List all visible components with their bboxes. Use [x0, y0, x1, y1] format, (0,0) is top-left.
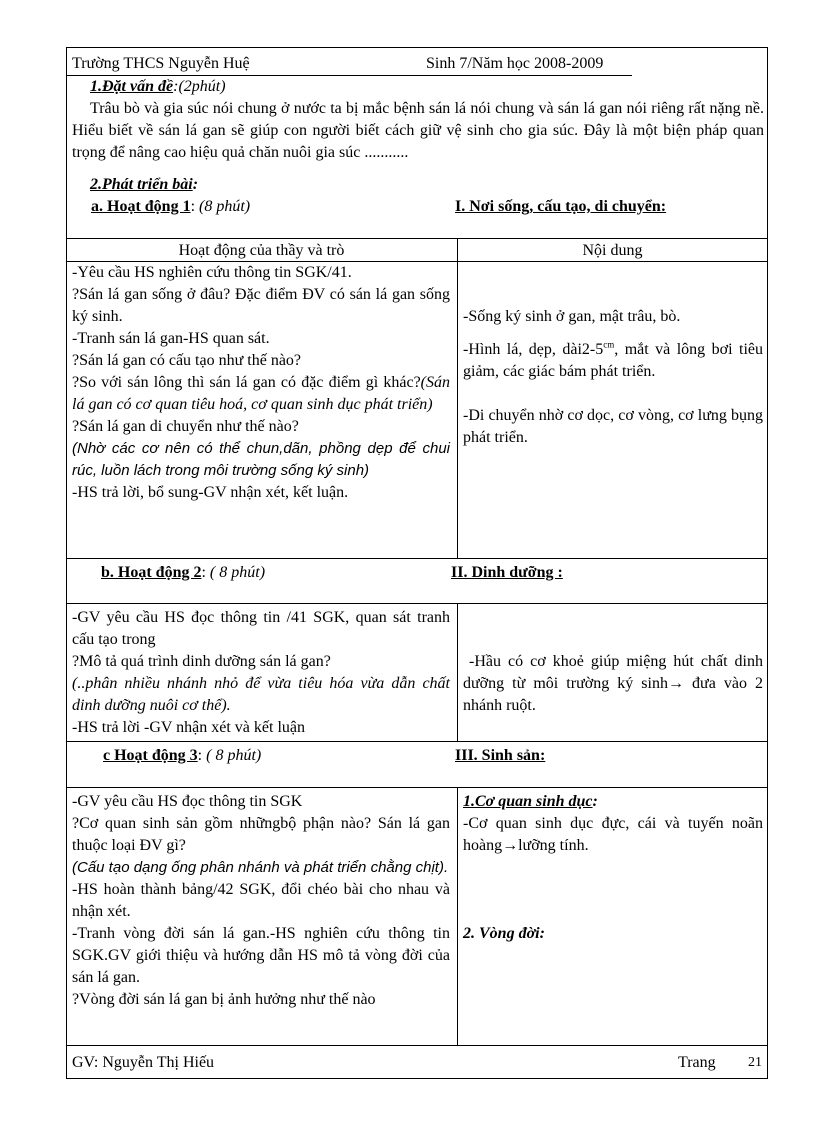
activity3-right-content: [463, 791, 763, 945]
footer-page-label: Trang: [678, 1054, 716, 1071]
a1-left-line: ?Sán lá gan di chuyển như thế nào?: [72, 418, 299, 435]
a1-right-structure: -Hình lá, dẹp, $dài2-5^{cm}$, mắt và lông bơi tiêu giảm, các giác bám phát triển.: [463, 339, 764, 380]
table1-col-left-header: Hoạt động của thầy và trò: [178, 242, 345, 259]
activity3-left-content: [72, 791, 450, 1011]
subject-year: Sinh 7/Năm học 2008-2009: [426, 55, 604, 72]
a1-left-line: -Tranh sán lá gan-HS quan sát.: [72, 330, 270, 347]
activity2-section-title: II. Dinh dưỡng :: [451, 564, 563, 581]
a3-left-line: ?Vòng đời sán lá gan bị ảnh hưởng như thế nào: [72, 991, 376, 1008]
a1-left-line: -Yêu cầu HS nghiên cứu thông tin SGK/41.: [72, 264, 352, 281]
table1-col-right-header: Nội dung: [582, 242, 643, 259]
a3-right-heading1: 1.Cơ quan sinh dục:: [463, 793, 598, 810]
table1-divider: [457, 238, 458, 558]
activity3-heading: c Hoạt động 3: ( 8 phút): [103, 747, 262, 764]
activity1-left-content: [72, 262, 450, 504]
intro-paragraph: Trâu bò và gia súc nói chung ở nước ta bị mắc bệnh sán lá nói chung và sán lá gan nói riêng rất nặng nề. Hiểu biết về sán lá gan sẽ giúp con người biết cách giữ vệ sinh cho gia súc. Đây là một biện pháp quan trọng để nâng cao hiệu quả chăn nuôi gia súc ...........: [72, 100, 764, 161]
footer-page-number: 21: [748, 1055, 762, 1070]
a3-left-line: -Tranh vòng đời sán lá gan.-HS nghiên cứu thông tin SGK.GV giới thiệu và hướng dẫn HS mô tả vòng đời của sán lá gan.: [72, 925, 450, 986]
activity2-left-content: [72, 607, 450, 739]
a1-left-line: (Nhờ các cơ nên có thể chun,dãn, phồng dẹp để chui rúc, luồn lách trong môi trường sống ký sinh): [72, 440, 450, 479]
a3-right-heading2: 2. Vòng đời:: [463, 925, 545, 942]
activity2-heading: b. Hoạt động 2: ( 8 phút): [101, 564, 266, 581]
a3-right-reproductive: -Cơ quan sinh dục đực, cái và tuyến noãn hoàng→lưỡng tính.: [463, 815, 763, 854]
a3-left-line: (Cấu tạo dạng ống phân nhánh và phát triển chằng chịt).: [72, 859, 449, 876]
school-name: Trường THCS Nguyễn Huệ: [72, 55, 250, 72]
a1-left-line: ?So với sán lông thì sán lá gan có đặc điểm gì khác?(Sán lá gan có cơ quan tiêu hoá, cơ quan sinh dục phát triển): [72, 374, 450, 413]
table2-divider: [457, 603, 458, 741]
a2-left-line: -HS trả lời -GV nhận xét và kết luận: [72, 719, 305, 736]
activity1-heading: a. Hoạt động 1: (8 phút): [91, 198, 251, 215]
a1-left-line: ?Sán lá gan có cấu tạo như thế nào?: [72, 352, 302, 369]
a2-left-line: (..phân nhiều nhánh nhỏ để vừa tiêu hóa vừa dẫn chất dinh dưỡng nuôi cơ thể).: [72, 675, 450, 714]
activity3-section-title: III. Sinh sản:: [455, 747, 546, 764]
development-heading: 2.Phát triển bài:: [90, 176, 199, 193]
table3-divider: [457, 787, 458, 1045]
activity1-right-content: [463, 262, 763, 449]
a1-right-habitat: -Sống ký sinh ở gan, mật trâu, bò.: [463, 308, 681, 325]
activity1-section-title: I. Nơi sống, cấu tạo, di chuyển:: [455, 198, 667, 215]
a1-right-movement: -Di chuyển nhờ cơ dọc, cơ vòng, cơ lưng bụng phát triển.: [463, 407, 763, 446]
intro-heading: 1.Đặt vấn đề:(2phút): [90, 78, 226, 95]
a2-left-line: -GV yêu cầu HS đọc thông tin /41 SGK, quan sát tranh cấu tạo trong: [72, 609, 450, 648]
a3-left-line: -GV yêu cầu HS đọc thông tin SGK: [72, 793, 303, 810]
table3-bottom-border: [66, 1045, 768, 1046]
a1-left-line: ?Sán lá gan sống ở đâu? Đặc điểm ĐV có sán lá gan sống ký sinh.: [72, 286, 450, 325]
a3-left-line: -HS hoàn thành bảng/42 SGK, đổi chéo bài cho nhau và nhận xét.: [72, 881, 450, 920]
table1-top-border: [66, 238, 768, 239]
a3-left-line: ?Cơ quan sinh sản gồm nhữngbộ phận nào? Sán lá gan thuộc loại ĐV gì?: [72, 815, 450, 854]
table3-top-border: [66, 787, 768, 788]
table2-top-border: [66, 603, 768, 604]
table2-bottom-border: [66, 741, 768, 742]
table1-bottom-border: [66, 558, 768, 559]
a2-left-line: ?Mô tả quá trình dinh dưỡng sán lá gan?: [72, 653, 331, 670]
footer-teacher: GV: Nguyễn Thị Hiếu: [72, 1054, 215, 1071]
a2-right-nutrition: -Hầu có cơ khoẻ giúp miệng hút chất dinh dưỡng từ môi trường ký sinh→ đưa vào 2 nhánh ruột.: [463, 653, 763, 714]
activity2-right-content: [463, 651, 763, 717]
a1-left-line: -HS trả lời, bổ sung-GV nhận xét, kết luận.: [72, 484, 349, 501]
